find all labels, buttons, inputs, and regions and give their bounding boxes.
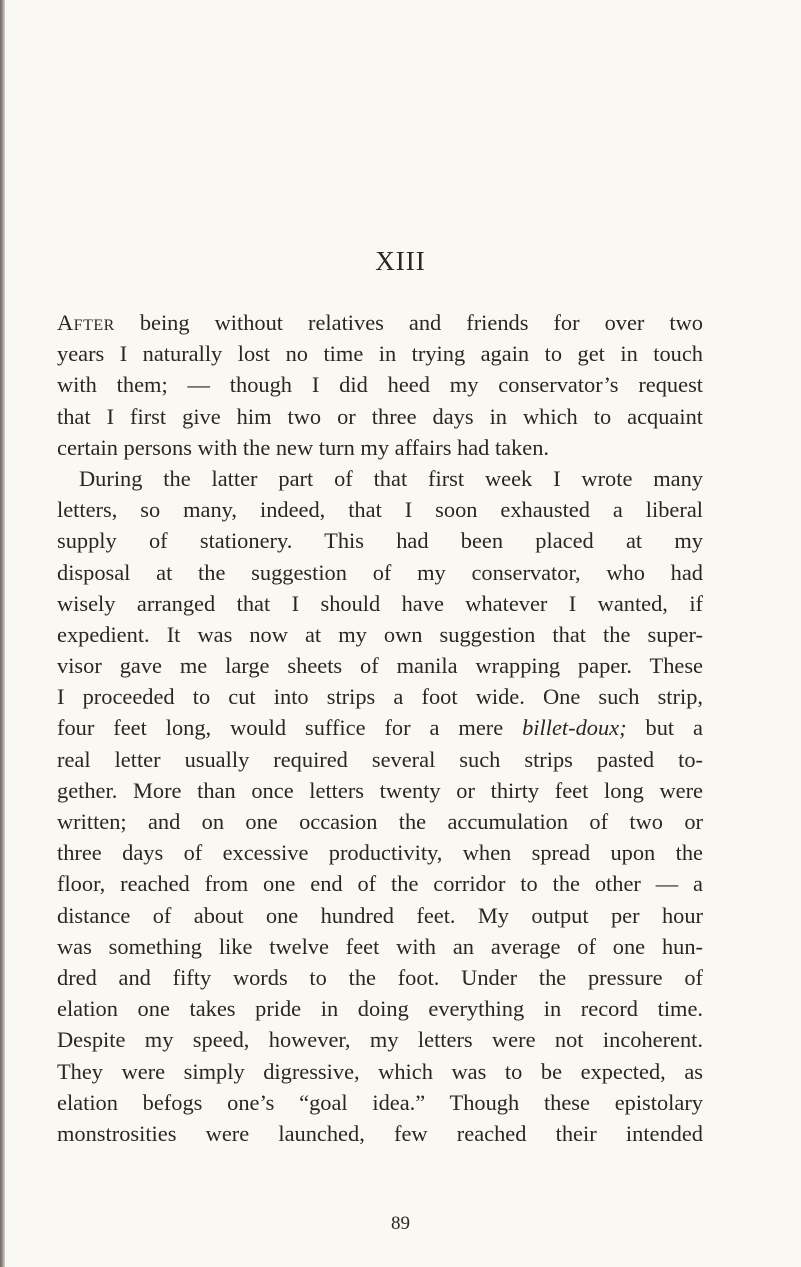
line-text: being without relatives and friends for over two (114, 310, 703, 335)
text-line: dred and fifty words to the foot. Under the pressure of (57, 964, 703, 990)
text-line: elation befogs one’s “goal idea.” Though these epistolary (57, 1089, 703, 1115)
text-line: with them; — though I did heed my conservator’s request (57, 372, 703, 398)
text-line: During the latter part of that first week I wrote many (79, 465, 703, 491)
text-line: real letter usually required several such strips pasted to- (57, 746, 703, 772)
text-line: supply of stationery. This had been placed at my (57, 528, 703, 554)
text-line: gether. More than once letters twenty or thirty feet long were (57, 777, 703, 803)
line-text: but a (626, 715, 703, 741)
text-line: was something like twelve feet with an average of one hun- (57, 933, 703, 959)
page-number: 89 (391, 1213, 410, 1234)
text-line: I proceeded to cut into strips a foot wide. One such strip, (57, 684, 703, 710)
text-line (57, 712, 703, 743)
paragraph-2 (57, 463, 703, 1149)
text-line: distance of about one hundred feet. My output per hour (57, 902, 703, 928)
text-line: expedient. It was now at my own suggestion that the super- (57, 621, 703, 647)
text-line: wisely arranged that I should have whatever I wanted, if (57, 590, 703, 616)
paragraph-1 (57, 307, 703, 463)
text-line (57, 307, 703, 338)
text-line: certain persons with the new turn my affairs had taken. (57, 434, 550, 460)
chapter-heading: XIII (375, 246, 426, 276)
text-line: years I naturally lost no time in trying again to get in touch (57, 341, 703, 367)
italic-term: billet-doux; (522, 715, 627, 741)
opening-word: After (57, 310, 115, 335)
text-line: They were simply digressive, which was to be expected, as (57, 1058, 703, 1084)
text-line: visor gave me large sheets of manila wrapping paper. These (57, 653, 703, 679)
text-line: that I first give him two or three days in which to acquaint (57, 403, 703, 429)
text-line: floor, reached from one end of the corridor to the other — a (57, 871, 703, 897)
text-line: written; and on one occasion the accumulation of two or (57, 809, 703, 834)
text-line: elation one takes pride in doing everything in record time. (57, 996, 703, 1022)
line-text: four feet long, would suffice for a mere (57, 715, 523, 741)
page-edge-shadow (0, 0, 5, 1267)
text-line: letters, so many, indeed, that I soon exhausted a liberal (57, 497, 703, 523)
text-line: three days of excessive productivity, when spread upon the (57, 840, 703, 866)
text-line: disposal at the suggestion of my conservator, who had (57, 559, 703, 585)
text-line: monstrosities were launched, few reached their intended (57, 1120, 703, 1146)
text-line: Despite my speed, however, my letters were not incoherent. (57, 1027, 703, 1053)
body-text (57, 307, 703, 1149)
